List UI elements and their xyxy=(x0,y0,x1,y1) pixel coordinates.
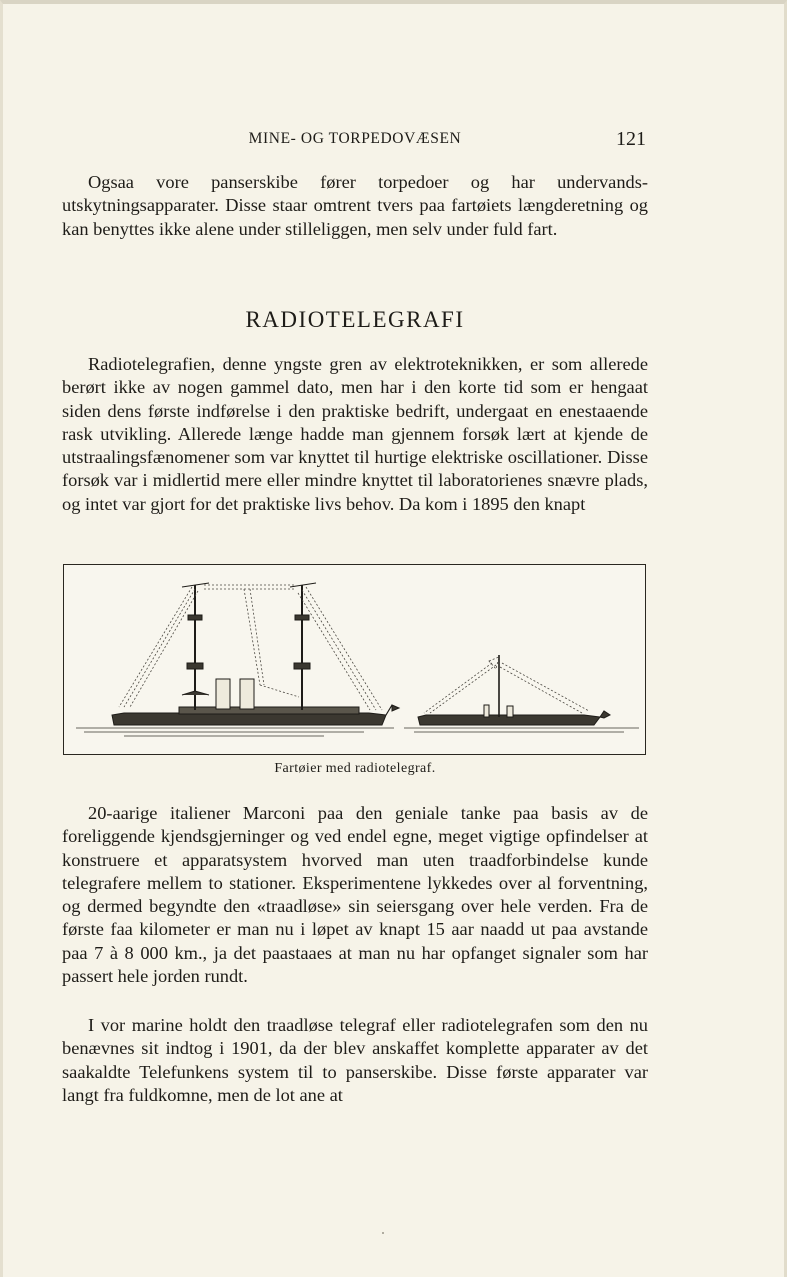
print-speck xyxy=(382,1232,384,1234)
paragraph-radio-intro: Radiotelegrafien, denne yngste gren av elektroteknikken, er som allerede berørt ikke av nogen gammel dato, men har i den korte tid som er hengaat siden dens første indførelse i den praktiske bedrift, undergaat en enestaaende rask utvikling. Allerede længe hadde man gjennem forsøk lært at kjende de utstraalingsfænomener som var knyttet til hurtige elektriske oscillationer. Disse forsøk var i midlertid mere eller mindre knyttet til laboratorienes snævre plads, og intet var gjort for det praktiske livs behov. Da kom i 1895 den knapt xyxy=(62,354,648,514)
paragraph-torpedo: Ogsaa vore panserskibe fører torpedoer og har undervands-utskytningsapparater. Disse staar omtrent tvers paa fartøiets længderetning og kan benyttes ikke alene under stilleliggen, men selv under fuld fart. xyxy=(62,172,648,239)
ships-illustration xyxy=(63,564,646,755)
figure-caption: Fartøier med radiotelegraf. xyxy=(274,761,436,776)
page-number: 121 xyxy=(616,128,646,150)
paragraph-navy: I vor marine holdt den traadløse telegraf eller radiotelegrafen som den nu benævnes sit indtog i 1901, da der blev anskaffet komplette apparater av det saakaldte Telefunkens system til to panserskibe. Disse første apparater var langt fra fuldkomne, men de lot ane at xyxy=(62,1015,648,1105)
ships-drawing xyxy=(64,565,647,756)
running-head xyxy=(62,128,648,152)
section-heading: RADIOTELEGRAFI xyxy=(245,307,465,332)
running-title: MINE- OG TORPEDOVÆSEN xyxy=(248,130,462,147)
battleship xyxy=(112,583,399,725)
paragraph-marconi: 20-aarige italiener Marconi paa den geniale tanke paa basis av de foreliggende kjendsgjerninger og ved endel egne, meget vigtige opfindelser at konstruere et apparatsystem hvorved man uten traadforbindelse kunde telegrafere mellem to stationer. Eksperimentene lykkedes over al forventning, og dermed begyndte den «traadløse» sin seiersgang over hele verden. Fra de første faa kilometer er man nu i løpet av knapt 15 aar naadd ut paa avstande paa 7 à 8 000 km., ja det paastaaes at man nu har opfanget signaler som har passert hele jorden rundt. xyxy=(62,803,648,987)
sea-lines xyxy=(76,728,639,736)
small-vessel-antenna xyxy=(424,657,589,713)
small-vessel xyxy=(418,655,610,725)
